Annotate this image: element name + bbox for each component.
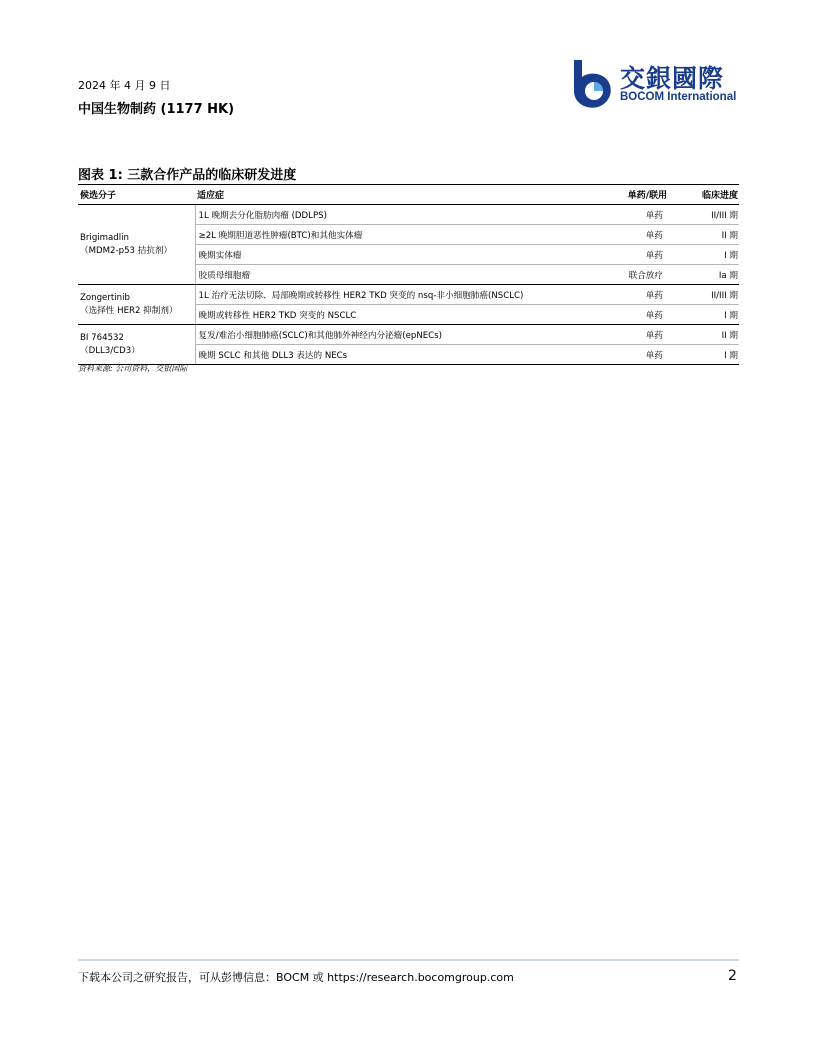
indication-cell: 晚期 SCLC 和其他 DLL3 表达的 NECs xyxy=(195,345,585,365)
table-row xyxy=(78,285,739,305)
col-header-mode: 单药/联用 xyxy=(585,185,673,205)
table-row xyxy=(78,325,739,345)
mode-cell: 联合放疗 xyxy=(585,265,673,285)
candidate-class: （DLL3/CD3） xyxy=(80,345,140,356)
candidate-name: BI 764532 xyxy=(80,332,124,343)
clinical-progress-table-wrap xyxy=(78,184,739,365)
col-header-indication: 适应症 xyxy=(195,185,585,205)
candidate-cell xyxy=(78,325,195,365)
candidate-name: Brigimadlin xyxy=(80,232,129,243)
logo-chinese-name: 交銀國際 xyxy=(620,64,725,93)
mode-cell: 单药 xyxy=(585,285,673,305)
clinical-progress-table xyxy=(78,184,739,365)
figure-title: 图表 1: 三款合作产品的临床研发进度 xyxy=(78,168,297,183)
indication-cell: 晚期实体瘤 xyxy=(195,245,585,265)
col-header-phase: 临床进度 xyxy=(673,185,739,205)
col-header-candidate: 候选分子 xyxy=(78,185,195,205)
indication-cell: 胶质母细胞瘤 xyxy=(195,265,585,285)
mode-cell: 单药 xyxy=(585,325,673,345)
table-header-row xyxy=(78,185,739,205)
phase-cell: II 期 xyxy=(673,225,739,245)
mode-cell: 单药 xyxy=(585,305,673,325)
phase-cell: I 期 xyxy=(673,345,739,365)
phase-cell: II/III 期 xyxy=(673,205,739,225)
indication-cell: 1L 晚期去分化脂肪肉瘤 (DDLPS) xyxy=(195,205,585,225)
mode-cell: 单药 xyxy=(585,345,673,365)
company-title: 中国生物制药 (1177 HK) xyxy=(78,102,235,117)
candidate-class: （MDM2-p53 拮抗剂） xyxy=(80,245,173,256)
phase-cell: I 期 xyxy=(673,245,739,265)
bocom-logo-icon xyxy=(568,57,618,109)
page-number: 2 xyxy=(728,968,737,984)
table-row xyxy=(78,205,739,225)
bocom-logo xyxy=(568,57,743,109)
indication-cell: 1L 治疗无法切除、局部晚期或转移性 HER2 TKD 突变的 nsq-非小细胞肺癌(NSCLC) xyxy=(195,285,585,305)
mode-cell: 单药 xyxy=(585,225,673,245)
candidate-cell xyxy=(78,285,195,325)
mode-cell: 单药 xyxy=(585,245,673,265)
phase-cell: Ia 期 xyxy=(673,265,739,285)
mode-cell: 单药 xyxy=(585,205,673,225)
phase-cell: II 期 xyxy=(673,325,739,345)
indication-cell: ≥2L 晚期胆道恶性肿瘤(BTC)和其他实体瘤 xyxy=(195,225,585,245)
candidate-name: Zongertinib xyxy=(80,292,130,303)
candidate-class: （选择性 HER2 抑制剂） xyxy=(80,305,178,316)
footer-download-note: 下载本公司之研究报告，可从彭博信息：BOCM 或 https://research.bocomgroup.com xyxy=(78,971,514,984)
footer-divider xyxy=(78,959,739,961)
candidate-cell xyxy=(78,205,195,285)
logo-english-name: BOCOM International xyxy=(620,91,737,103)
report-date: 2024 年 4 月 9 日 xyxy=(78,79,171,92)
phase-cell: II/III 期 xyxy=(673,285,739,305)
indication-cell: 晚期或转移性 HER2 TKD 突变的 NSCLC xyxy=(195,305,585,325)
phase-cell: I 期 xyxy=(673,305,739,325)
indication-cell: 复发/难治小细胞肺癌(SCLC)和其他肺外神经内分泌瘤(epNECs) xyxy=(195,325,585,345)
source-note: 资料来源: 公司资料，交银国际 xyxy=(78,364,188,373)
